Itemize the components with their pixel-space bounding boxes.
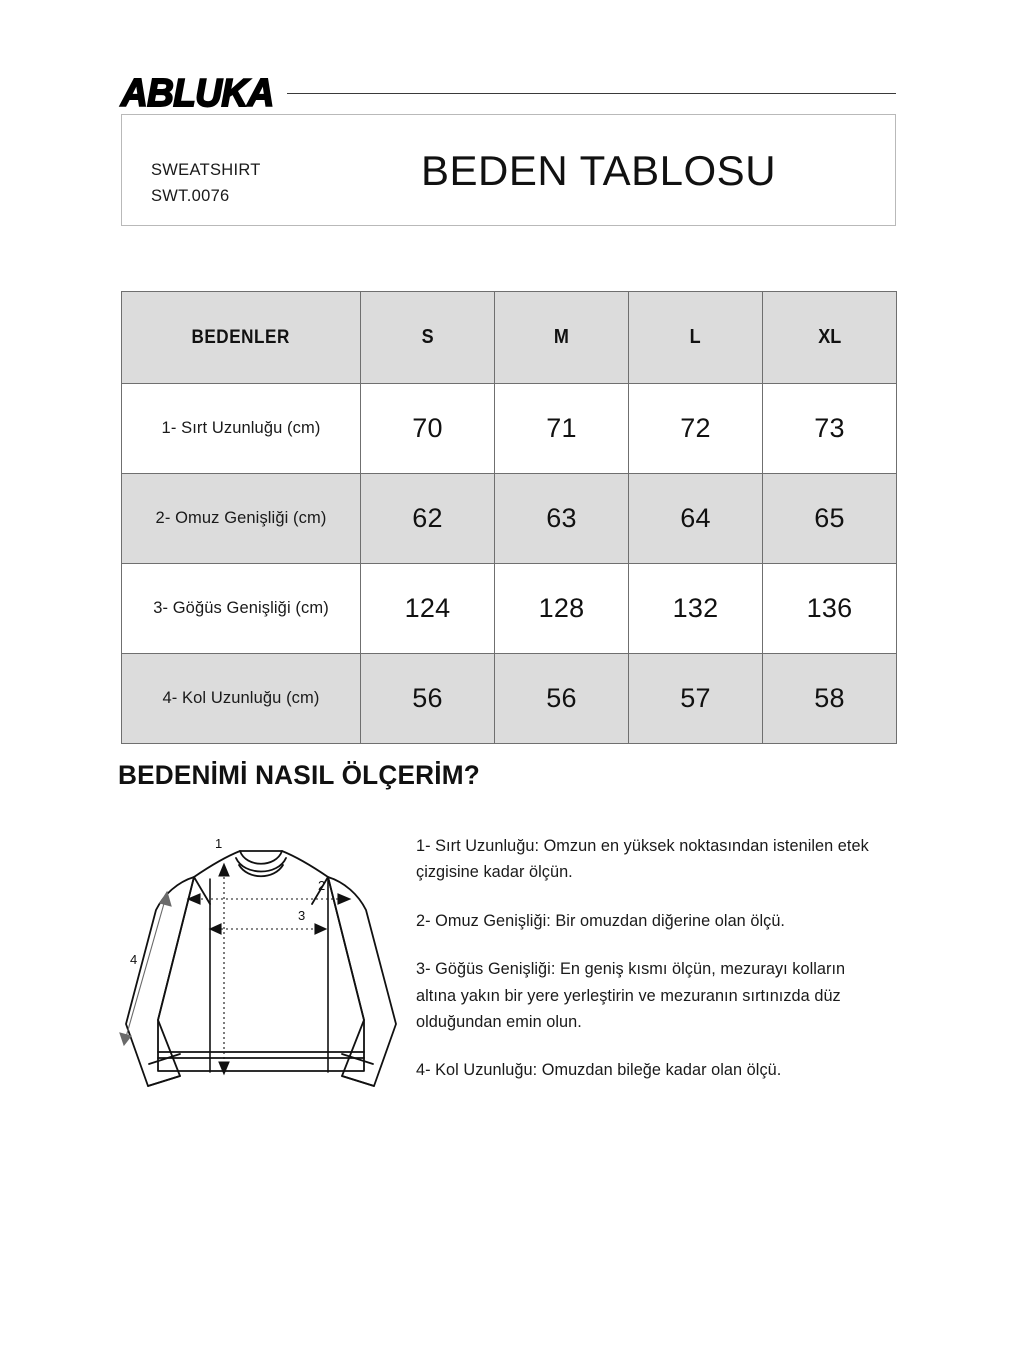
row-value-m: 71 [495, 384, 629, 474]
row-value-m: 128 [495, 564, 629, 654]
row-value-l: 72 [629, 384, 763, 474]
row-label: 3- Göğüs Genişliği (cm) [122, 564, 361, 654]
row-value-xl: 65 [763, 474, 897, 564]
column-header-s: S [361, 292, 495, 384]
row-value-s: 62 [361, 474, 495, 564]
row-value-l: 132 [629, 564, 763, 654]
column-header-xl: XL [763, 292, 897, 384]
diagram-label-1: 1 [215, 836, 223, 851]
measure-line-4 [120, 892, 171, 1045]
row-value-m: 56 [495, 654, 629, 744]
column-header-bedenler: BEDENLER [122, 292, 361, 384]
table-row [122, 384, 897, 474]
row-value-l: 64 [629, 474, 763, 564]
header-divider-rule [287, 93, 896, 94]
howto-heading: BEDENİMİ NASIL ÖLÇERİM? [118, 760, 480, 790]
instruction-item-4: 4- Kol Uzunluğu: Omuzdan bileğe kadar olan ölçü. [416, 1061, 782, 1080]
row-value-l: 57 [629, 654, 763, 744]
diagram-label-4: 4 [130, 952, 138, 967]
title-box [121, 114, 896, 226]
size-table [121, 291, 897, 744]
row-value-xl: 136 [763, 564, 897, 654]
sweatshirt-icon [118, 824, 408, 1109]
row-value-s: 56 [361, 654, 495, 744]
instruction-item-1: 1- Sırt Uzunluğu: Omzun en yüksek noktasından istenilen etek çizgisine kadar ölçün. [416, 837, 869, 882]
row-value-xl: 58 [763, 654, 897, 744]
row-label: 1- Sırt Uzunluğu (cm) [122, 384, 361, 474]
abluka-logo: ABLUKA [121, 70, 274, 114]
sweatshirt-diagram [118, 824, 408, 1109]
product-code: SWT.0076 [151, 186, 230, 205]
instruction-item-2: 2- Omuz Genişliği: Bir omuzdan diğerine olan ölçü. [416, 911, 786, 930]
row-label: 2- Omuz Genişliği (cm) [122, 474, 361, 564]
row-value-s: 70 [361, 384, 495, 474]
column-header-l: L [629, 292, 763, 384]
row-value-m: 63 [495, 474, 629, 564]
measure-line-2 [188, 894, 350, 904]
table-row [122, 654, 897, 744]
table-header-row [122, 292, 897, 384]
table-row [122, 564, 897, 654]
measure-line-3 [210, 924, 326, 934]
instruction-item-3: 3- Göğüs Genişliği: En geniş kısmı ölçün, mezurayı kolların altına yakın bir yere yerleştirin ve mezuranın sırtınızda düz olduğundan emin olun. [416, 960, 846, 1031]
measure-line-1 [219, 864, 229, 1074]
page-title: BEDEN TABLOSU [420, 147, 777, 194]
diagram-label-3: 3 [298, 908, 306, 923]
diagram-label-2: 2 [318, 878, 326, 893]
row-value-s: 124 [361, 564, 495, 654]
table-row [122, 474, 897, 564]
product-type: SWEATSHIRT [151, 161, 261, 179]
measurement-instructions [416, 833, 886, 1084]
brand-header [121, 70, 896, 114]
column-header-m: M [495, 292, 629, 384]
row-value-xl: 73 [763, 384, 897, 474]
row-label: 4- Kol Uzunluğu (cm) [122, 654, 361, 744]
